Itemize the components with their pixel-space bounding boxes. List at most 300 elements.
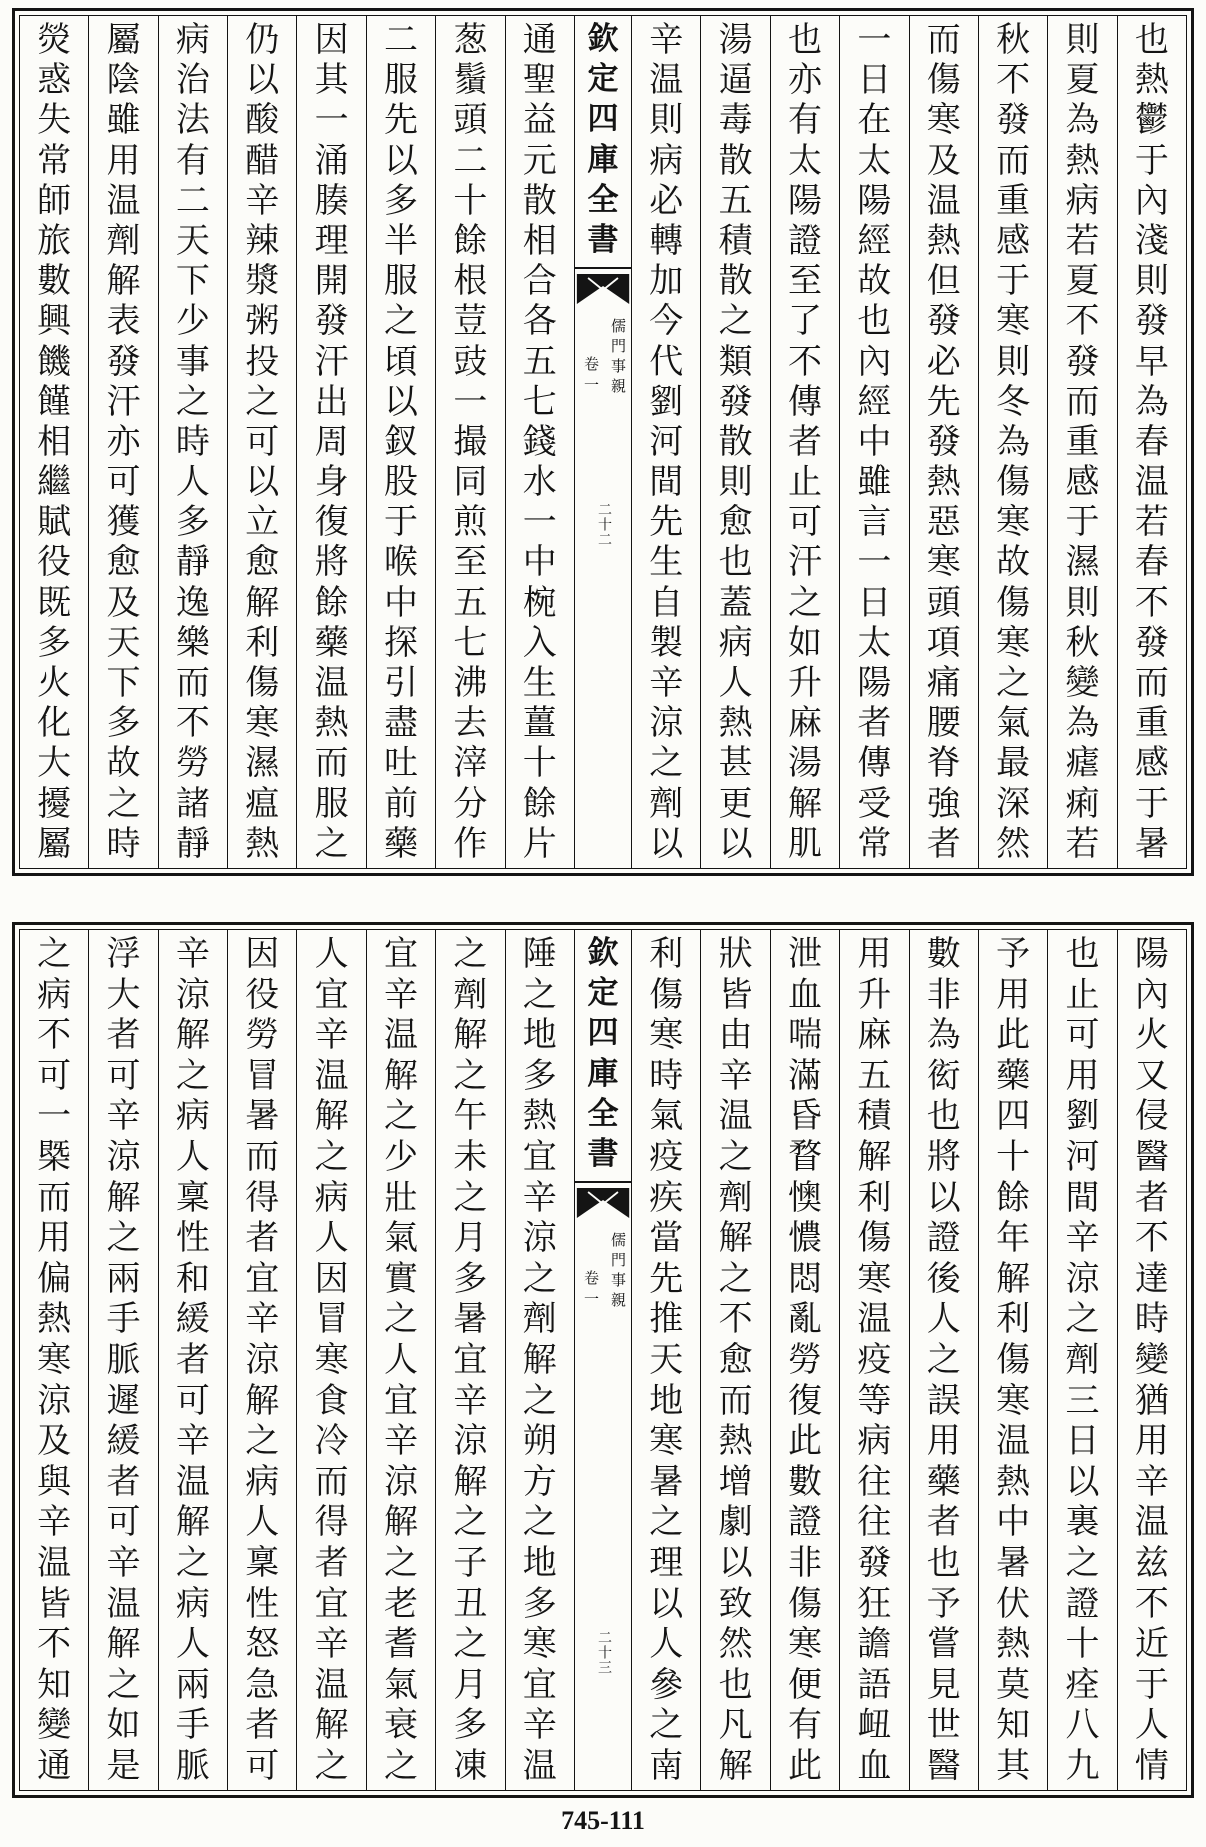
character: 人 (718, 663, 753, 703)
character: 醋 (245, 140, 280, 181)
character: 病 (314, 1177, 349, 1218)
character: 如 (106, 1705, 141, 1746)
character: 為 (1134, 381, 1169, 422)
character: 愈 (106, 542, 141, 583)
character: 兹 (1134, 1542, 1169, 1583)
character: 暑 (245, 1096, 280, 1137)
text-column (700, 930, 769, 1790)
character: 仍 (245, 20, 280, 60)
character: 劉 (1065, 1096, 1100, 1137)
character: 解 (453, 1461, 488, 1502)
character: 如 (787, 622, 822, 663)
character: 地 (649, 1380, 684, 1421)
character: 寒 (857, 1258, 892, 1299)
character: 涼 (649, 703, 684, 744)
character: 急 (245, 1664, 280, 1705)
character: 有 (787, 100, 822, 141)
character: 宜 (522, 1664, 557, 1705)
character: 涌 (314, 140, 349, 181)
character: 製 (649, 622, 684, 663)
character: 傳 (857, 743, 892, 784)
character: 椀 (522, 582, 557, 623)
character: 因 (314, 20, 349, 60)
character: 子 (453, 1542, 488, 1583)
column-text (1118, 20, 1186, 864)
text-column (909, 16, 978, 868)
scan-page-reference: 745-111 (561, 1806, 645, 1835)
character: 温 (1134, 1502, 1169, 1543)
character: 雖 (106, 100, 141, 141)
character: 盡 (384, 703, 418, 744)
character: 湯 (787, 743, 822, 784)
character: 既 (37, 582, 72, 623)
character: 欽 (587, 21, 619, 57)
character: 宜 (314, 1583, 349, 1624)
character: 解 (996, 1258, 1031, 1299)
character: 温 (384, 1015, 418, 1056)
character: 秋 (996, 20, 1031, 60)
character: 各 (522, 301, 557, 342)
character: 獲 (106, 502, 141, 543)
character: 氣 (384, 1664, 418, 1705)
character: 多 (453, 1258, 488, 1299)
character: 天 (106, 622, 141, 663)
character: 南 (649, 1745, 684, 1786)
character: 之 (245, 381, 280, 422)
character: 疫 (857, 1339, 892, 1380)
character: 樂 (175, 622, 210, 663)
character: 時 (106, 823, 141, 864)
character: 病 (718, 622, 753, 663)
character: 服 (314, 783, 349, 824)
character: 內 (1134, 180, 1169, 221)
character: 不 (1065, 301, 1100, 342)
character: 冬 (996, 381, 1031, 422)
character: 間 (649, 462, 684, 503)
character: 實 (384, 1258, 418, 1299)
character: 大 (106, 974, 141, 1015)
character: 多 (384, 180, 418, 221)
character: 往 (857, 1461, 892, 1502)
column-text (506, 20, 574, 864)
character: 地 (522, 1542, 557, 1583)
character: 煎 (453, 502, 488, 543)
character: 温 (106, 180, 141, 221)
character: 辛 (384, 974, 418, 1015)
character: 之 (1065, 1299, 1100, 1340)
character: 感 (996, 220, 1031, 261)
character: 愈 (245, 542, 280, 583)
character: 辛 (649, 663, 684, 703)
text-column (505, 16, 574, 868)
character: 四 (587, 101, 619, 138)
character: 之 (718, 1258, 753, 1299)
character: 是 (106, 1745, 141, 1786)
character: 之 (718, 1136, 753, 1177)
text-column (158, 16, 227, 868)
character: 解 (384, 1055, 418, 1096)
character: 凡 (718, 1705, 753, 1746)
character: 四 (996, 1096, 1031, 1137)
character: 陽 (787, 180, 822, 221)
character: 也 (1065, 934, 1100, 974)
character: 予 (996, 934, 1031, 974)
character: 憹 (787, 1218, 822, 1259)
character: 誤 (926, 1380, 961, 1421)
character: 必 (926, 341, 961, 382)
character: 熱 (1134, 60, 1169, 101)
character: 不 (1134, 582, 1169, 623)
character: 解 (453, 1015, 488, 1056)
column-text (20, 20, 88, 864)
character: 則 (996, 341, 1031, 382)
character: 之 (37, 934, 72, 974)
character: 致 (718, 1583, 753, 1624)
character: 勞 (787, 1339, 822, 1380)
character: 用 (37, 1218, 72, 1259)
character: 解 (787, 783, 822, 824)
character: 之 (384, 1542, 418, 1583)
character: 解 (106, 1177, 141, 1218)
column-text (701, 20, 769, 864)
character: 老 (384, 1583, 418, 1624)
character: 酸 (245, 100, 280, 141)
character: 譫 (857, 1624, 892, 1665)
character: 興 (37, 301, 72, 342)
character: 感 (1134, 743, 1169, 784)
character: 人 (384, 1339, 418, 1380)
character: 用 (106, 140, 141, 181)
character: 解 (175, 1015, 210, 1056)
character: 中 (996, 1502, 1031, 1543)
character: 數 (787, 1461, 822, 1502)
character: 之 (314, 823, 349, 864)
character: 温 (926, 180, 961, 221)
character: 全 (587, 1095, 619, 1132)
text-column (909, 930, 978, 1790)
character: 則 (1134, 261, 1169, 302)
character: 及 (37, 1421, 72, 1462)
character: 温 (314, 1664, 349, 1705)
character: 病 (857, 1421, 892, 1462)
character: 定 (587, 61, 619, 98)
character: 釵 (384, 421, 418, 462)
character: 寒 (996, 502, 1031, 543)
character: 者 (926, 823, 961, 864)
character: 天 (175, 220, 210, 261)
character: 和 (175, 1258, 210, 1299)
character: 瞀 (787, 1136, 822, 1177)
character: 一 (857, 542, 892, 583)
character: 于 (1134, 783, 1169, 824)
character: 非 (926, 974, 961, 1015)
character: 辛 (384, 1421, 418, 1462)
text-column (631, 16, 700, 868)
character: 而 (314, 1461, 349, 1502)
character: 傷 (649, 974, 684, 1015)
character: 欽 (587, 935, 619, 971)
character: 凍 (453, 1745, 488, 1786)
character: 身 (314, 462, 349, 503)
character: 往 (857, 1502, 892, 1543)
character: 太 (857, 140, 892, 181)
character: 用 (926, 1421, 961, 1462)
character: 于 (384, 502, 418, 543)
character: 升 (787, 663, 822, 703)
character: 之 (1065, 1542, 1100, 1583)
character: 以 (245, 462, 280, 503)
character: 熒 (37, 20, 72, 60)
character: 也 (718, 1664, 753, 1705)
character: 水 (522, 462, 557, 503)
character: 地 (522, 1015, 557, 1056)
character: 熱 (522, 1096, 557, 1137)
character: 火 (1134, 1015, 1169, 1056)
column-text (159, 934, 227, 1786)
character: 屬 (106, 20, 141, 60)
character: 前 (384, 783, 418, 824)
character: 悶 (787, 1258, 822, 1299)
column-text (910, 20, 978, 864)
character: 項 (926, 622, 961, 663)
character: 了 (787, 301, 822, 342)
text-column (978, 16, 1047, 868)
character: 冒 (245, 1055, 280, 1096)
character: 宜 (245, 1258, 280, 1299)
character: 日 (1065, 1421, 1100, 1462)
character: 遲 (106, 1380, 141, 1421)
character: 相 (522, 220, 557, 261)
character: 積 (718, 220, 753, 261)
character: 傷 (996, 462, 1031, 503)
character: 熱 (996, 1461, 1031, 1502)
character: 下 (175, 261, 210, 302)
text-columns (20, 930, 1186, 1790)
character: 可 (787, 502, 822, 543)
character: 發 (1134, 301, 1169, 342)
character: 服 (384, 60, 418, 101)
character: 達 (1134, 1258, 1169, 1299)
character: 有 (175, 140, 210, 181)
character: 也 (1134, 20, 1169, 60)
character: 一 (522, 502, 557, 543)
character: 辣 (245, 220, 280, 261)
character: 泄 (787, 934, 822, 974)
character: 熱 (718, 1421, 753, 1462)
character: 解 (857, 1136, 892, 1177)
character: 分 (453, 783, 488, 824)
character: 半 (384, 220, 418, 261)
character: 者 (926, 1502, 961, 1543)
character: 八 (1065, 1705, 1100, 1746)
character: 書 (587, 1135, 619, 1172)
character: 涼 (1065, 1258, 1100, 1299)
character: 雖 (857, 462, 892, 503)
character: 緩 (106, 1421, 141, 1462)
character: 辛 (175, 934, 210, 974)
column-text (89, 934, 157, 1786)
character: 若 (1134, 502, 1169, 543)
column-text (632, 934, 700, 1786)
character: 愈 (718, 502, 753, 543)
character: 痊 (1065, 1664, 1100, 1705)
character: 證 (1065, 1583, 1100, 1624)
character: 將 (926, 1136, 961, 1177)
character: 發 (1134, 622, 1169, 663)
character: 者 (857, 703, 892, 744)
character: 者 (787, 421, 822, 462)
character: 一 (453, 381, 488, 422)
character: 汗 (787, 542, 822, 583)
character: 兩 (106, 1258, 141, 1299)
character: 人 (649, 1624, 684, 1665)
character: 宜 (384, 1380, 418, 1421)
character: 可 (37, 1055, 72, 1096)
character: 發 (926, 421, 961, 462)
column-text (1048, 20, 1116, 864)
character: 餘 (996, 1177, 1031, 1218)
character: 之 (384, 301, 418, 342)
character: 血 (787, 974, 822, 1015)
character: 丑 (453, 1583, 488, 1624)
character: 可 (245, 1745, 280, 1786)
text-column (296, 930, 365, 1790)
character: 衄 (857, 1705, 892, 1746)
character: 其 (314, 60, 349, 101)
character: 皆 (37, 1583, 72, 1624)
character: 此 (787, 1745, 822, 1786)
character: 增 (718, 1461, 753, 1502)
book-title: 儒門事親 (609, 318, 627, 398)
character: 七 (453, 622, 488, 663)
character: 漿 (245, 261, 280, 302)
character: 止 (1065, 974, 1100, 1015)
character: 于 (1134, 140, 1169, 181)
character: 槩 (37, 1136, 72, 1177)
character: 內 (857, 341, 892, 382)
character: 傷 (857, 1218, 892, 1259)
character: 辛 (245, 180, 280, 221)
character: 不 (1134, 1583, 1169, 1624)
character: 人 (175, 1136, 210, 1177)
character: 五 (718, 180, 753, 221)
character: 變 (37, 1705, 72, 1746)
character: 十 (453, 180, 488, 221)
character: 粥 (245, 301, 280, 342)
character: 湯 (718, 20, 753, 60)
character: 寒 (245, 703, 280, 744)
character: 多 (522, 1583, 557, 1624)
character: 病 (245, 1461, 280, 1502)
character: 性 (175, 1218, 210, 1259)
character: 解 (718, 1218, 753, 1259)
character: 靜 (175, 542, 210, 583)
character: 秋 (1065, 622, 1100, 663)
text-column (505, 930, 574, 1790)
character: 九 (1065, 1745, 1100, 1786)
text-column (20, 16, 88, 868)
text-column (770, 930, 839, 1790)
character: 熱 (926, 220, 961, 261)
character: 温 (718, 1096, 753, 1137)
character: 辛 (718, 1055, 753, 1096)
character: 賦 (37, 502, 72, 543)
character: 侵 (1134, 1096, 1169, 1137)
character: 散 (718, 140, 753, 181)
character: 太 (857, 622, 892, 663)
character: 喘 (787, 1015, 822, 1056)
character: 益 (522, 100, 557, 141)
character: 非 (787, 1542, 822, 1583)
character: 以 (718, 823, 753, 864)
character: 冷 (314, 1421, 349, 1462)
character: 數 (926, 934, 961, 974)
character: 葱 (453, 20, 488, 60)
character: 沸 (453, 663, 488, 703)
character: 散 (718, 421, 753, 462)
character: 用 (996, 974, 1031, 1015)
character: 利 (245, 622, 280, 663)
page-inner-frame (19, 929, 1187, 1791)
character: 可 (106, 1055, 141, 1096)
character: 餘 (314, 582, 349, 623)
character: 時 (175, 421, 210, 462)
character: 之 (245, 1421, 280, 1462)
character: 少 (175, 301, 210, 342)
character: 寒 (996, 301, 1031, 342)
character: 投 (245, 341, 280, 382)
character: 利 (996, 1299, 1031, 1340)
character: 饑 (37, 341, 72, 382)
character: 傷 (787, 1583, 822, 1624)
column-text (979, 20, 1047, 864)
page-inner-frame (19, 15, 1187, 869)
character: 春 (1134, 421, 1169, 462)
character: 者 (106, 1015, 141, 1056)
character: 又 (1134, 1055, 1169, 1096)
character: 服 (384, 261, 418, 302)
character: 人 (245, 1502, 280, 1543)
character: 辛 (314, 1624, 349, 1665)
character: 撮 (453, 421, 488, 462)
character: 怒 (245, 1624, 280, 1665)
character: 辛 (522, 1705, 557, 1746)
character: 其 (996, 1745, 1031, 1786)
column-text (20, 934, 88, 1786)
character: 餘 (453, 220, 488, 261)
character: 麻 (857, 1015, 892, 1056)
character: 也 (787, 20, 822, 60)
character: 藥 (384, 823, 418, 864)
character: 一 (37, 1096, 72, 1137)
character: 探 (384, 622, 418, 663)
character: 冒 (314, 1299, 349, 1340)
character: 人 (926, 1299, 961, 1340)
character: 自 (649, 582, 684, 623)
character: 温 (314, 663, 349, 703)
character: 氣 (996, 703, 1031, 744)
character: 及 (926, 140, 961, 181)
character: 多 (522, 1055, 557, 1096)
character: 不 (787, 341, 822, 382)
character: 必 (649, 180, 684, 221)
character: 亂 (787, 1299, 822, 1340)
character: 五 (522, 341, 557, 382)
page-number: 二十三 (595, 1630, 612, 1675)
text-column (839, 930, 908, 1790)
character: 伏 (996, 1583, 1031, 1624)
character: 言 (857, 502, 892, 543)
